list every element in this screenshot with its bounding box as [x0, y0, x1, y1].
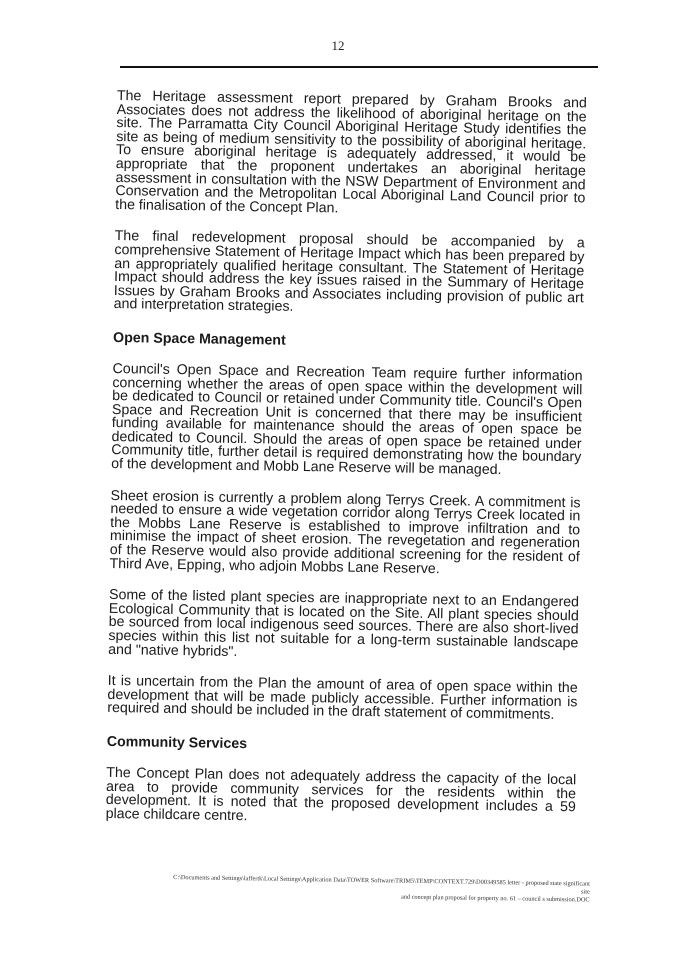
header-rule	[120, 66, 598, 68]
document-body	[105, 90, 587, 847]
paragraph-open-space-team: Council's Open Space and Recreation Team require further information concerning whether the areas of open space within the development will be dedicated to Council or retained under Community title. Council's Open Space and Recreation Unit is concerned that there may be insufficient funding available for maintenance should the areas of open space be dedicated to Council. Should the areas of open space be retained under Community title, further detail is required demonstrating how the boundary of the development and Mobb Lane Reserve will be managed.	[110, 360, 583, 479]
page-number: 12	[331, 38, 345, 53]
heading-community-services: Community Services	[106, 733, 248, 753]
paragraph-public-access: It is uncertain from the Plan the amount of area of open space within the development that will be made publicly accessible. Further information is required and should be included in the draft statement of commitments.	[107, 673, 578, 724]
paragraph-plant-species: Some of the listed plant species are inappropriate next to an Endangered Ecological Community that is located on the Site. All plant species should be sourced from local indigenous seed sources. There are also short-lived species within this list not suitable for a long-term sustainable landscape and "native hybrids".	[108, 587, 580, 660]
footer-file-path	[170, 874, 590, 905]
paragraph-community-services: The Concept Plan does not adequately address the capacity of the local area to provide community services for the residents within the development. It is noted that the proposed development includes a 59 place childcare centre.	[105, 764, 577, 824]
paragraph-heritage-impact: The final redevelopment proposal should be accompanied by a comprehensive Statement of Heritage Impact which has been prepared by an appropriately qualified heritage consultant. The Statement of Heritage Impact should address the key issues raised in the Summary of Heritage Issues by Graham Brooks and Associates including provision of public art and interpretation strategies.	[113, 228, 585, 316]
footer-line-1: C:\Documents and Settings\laffertk\Local Settings\Application Data\TOWER Software\TRIM5\TEMP\CONTEXT.729\D00349585 letter - proposed state significant site	[173, 874, 590, 896]
paragraph-sheet-erosion: Sheet erosion is currently a problem along Terrys Creek. A commitment is needed to ensure a wide vegetation corridor along Terrys Creek located in the Mobbs Lane Reserve is established to improve infiltration and to minimise the impact of sheet erosion. The revegetation and regeneration of the Reserve would also provide additional screening for the resident of Third Ave, Epping, who adjoin Mobbs Lane Reserve.	[109, 487, 581, 577]
paragraph-heritage-assessment: The Heritage assessment report prepared by Graham Brooks and Associates does not address the likelihood of aboriginal heritage on the site. The Parramatta City Council Aboriginal Heritage Study identifies the site as being of medium sensitivity to the possibility of aboriginal heritage. To ensure aboriginal heritage is adequately addressed, it would be appropriate that the proponent undertakes an aboriginal heritage assessment in consultation with the NSW Department of Environment and Conservation and the Metropolitan Local Aboriginal Land Council prior to the finalisation of the Concept Plan.	[115, 88, 587, 217]
heading-open-space-management: Open Space Management	[112, 329, 286, 349]
footer-line-2: and concept plan proposal for property no. 61 – council s submission.DOC	[400, 893, 590, 904]
